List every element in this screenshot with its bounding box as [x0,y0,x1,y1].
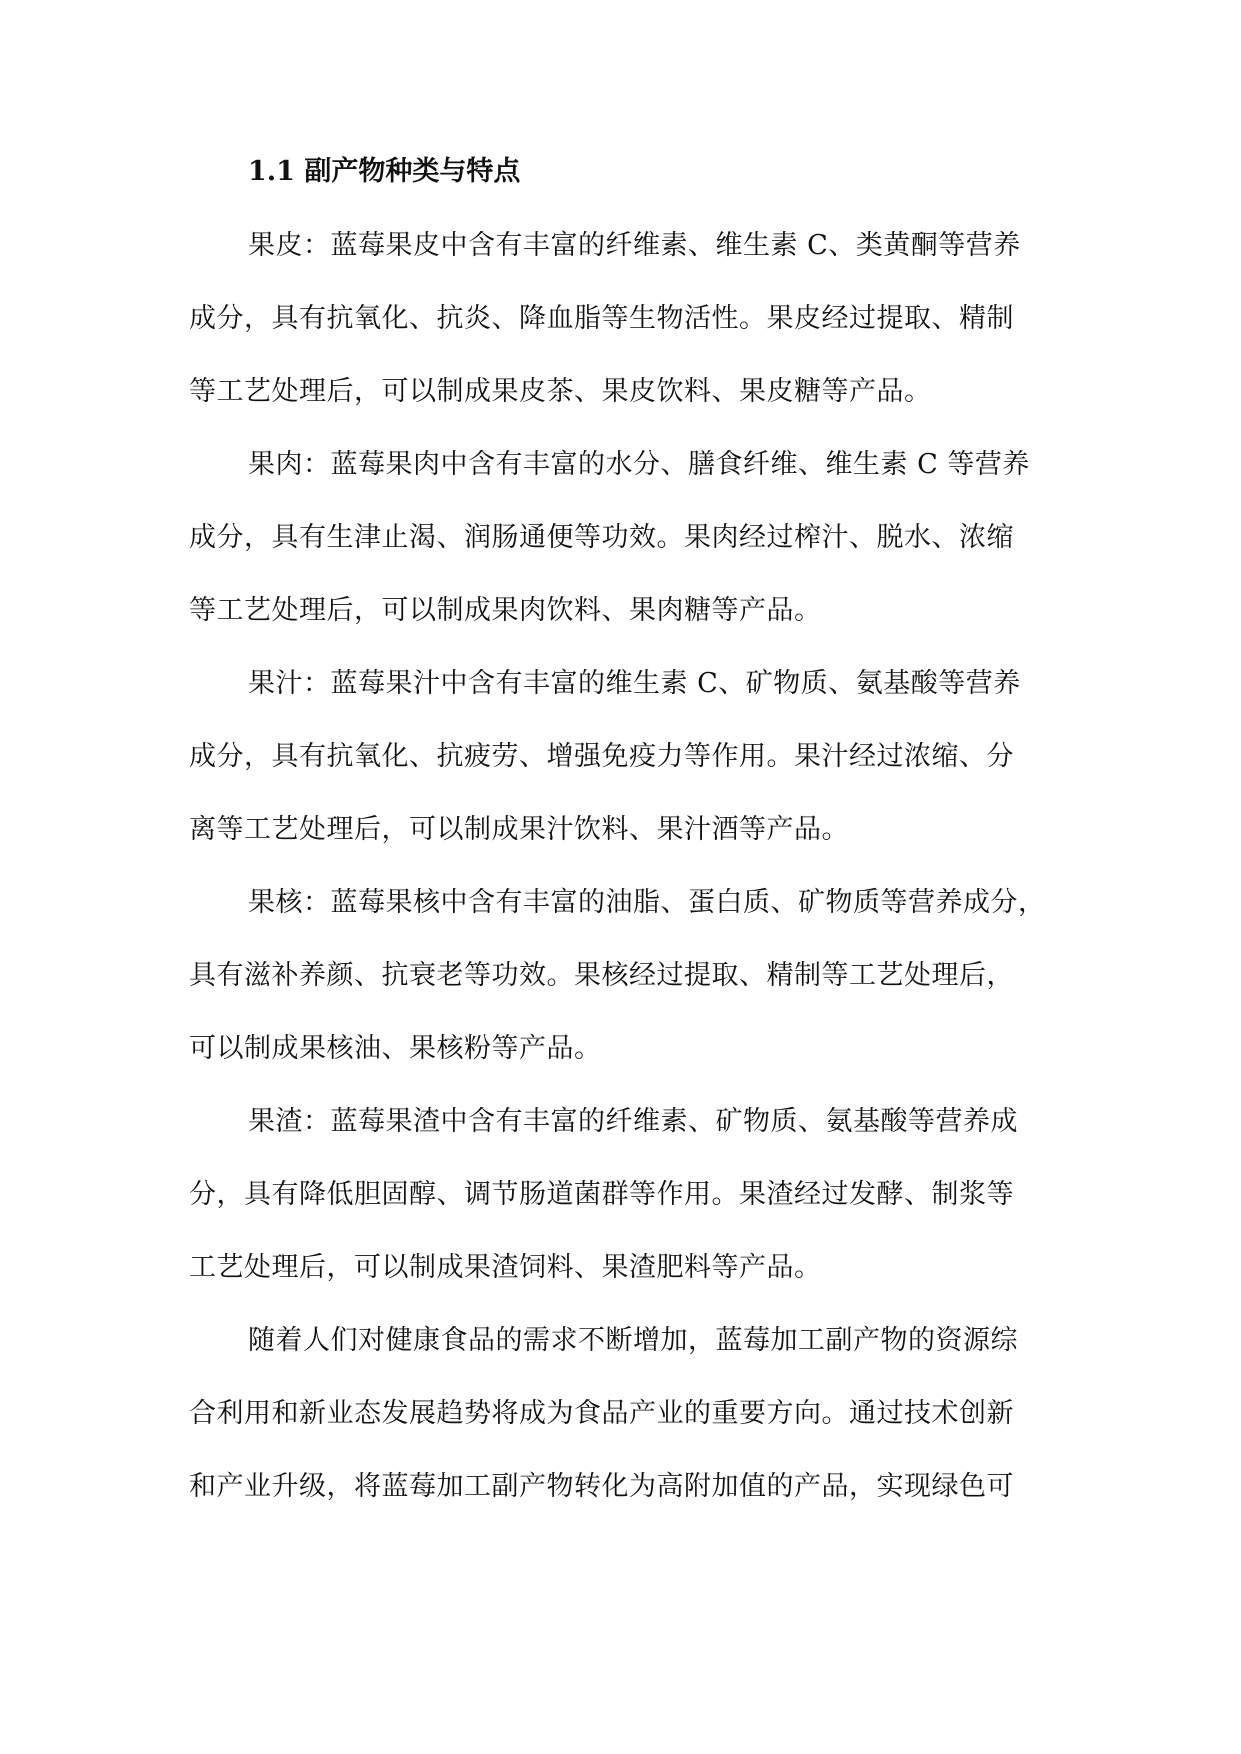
text-line-summary-2: 合利用和新业态发展趋势将成为食品产业的重要方向。通过技术创新 [189,1398,1014,1429]
text-line-seed-3: 可以制成果核油、果核粉等产品。 [189,1033,602,1064]
text-line-seed-1: 果核：蓝莓果核中含有丰富的油脂、蛋白质、矿物质等营养成分， [248,887,1046,918]
section-heading: 1.1 副产物种类与特点 [248,156,521,187]
text-line-pomace-1: 果渣：蓝莓果渣中含有丰富的纤维素、矿物质、氨基酸等营养成 [248,1106,1018,1137]
text-line-summary-1: 随着人们对健康食品的需求不断增加，蓝莓加工副产物的资源综 [248,1325,1018,1356]
text-line-juice-2: 成分，具有抗氧化、抗疲劳、增强免疫力等作用。果汁经过浓缩、分 [189,741,1014,772]
text-line-peel-1: 果皮：蓝莓果皮中含有丰富的纤维素、维生素 C、类黄酮等营养 [248,230,1021,261]
text-line-pomace-2: 分，具有降低胆固醇、调节肠道菌群等作用。果渣经过发酵、制浆等 [189,1179,1014,1210]
text-line-peel-3: 等工艺处理后，可以制成果皮茶、果皮饮料、果皮糖等产品。 [189,376,932,407]
text-line-juice-1: 果汁：蓝莓果汁中含有丰富的维生素 C、矿物质、氨基酸等营养 [248,668,1021,699]
text-line-seed-2: 具有滋补养颜、抗衰老等功效。果核经过提取、精制等工艺处理后， [189,960,1014,991]
text-line-flesh-2: 成分，具有生津止渴、润肠通便等功效。果肉经过榨汁、脱水、浓缩 [189,522,1014,553]
text-line-flesh-1: 果肉：蓝莓果肉中含有丰富的水分、膳食纤维、维生素 C 等营养 [248,449,1030,480]
text-line-peel-2: 成分，具有抗氧化、抗炎、降血脂等生物活性。果皮经过提取、精制 [189,303,1014,334]
text-line-summary-3: 和产业升级，将蓝莓加工副产物转化为高附加值的产品，实现绿色可 [189,1471,1014,1502]
text-line-pomace-3: 工艺处理后，可以制成果渣饲料、果渣肥料等产品。 [189,1252,822,1283]
text-line-juice-3: 离等工艺处理后，可以制成果汁饮料、果汁酒等产品。 [189,814,849,845]
text-line-flesh-3: 等工艺处理后，可以制成果肉饮料、果肉糖等产品。 [189,595,822,626]
